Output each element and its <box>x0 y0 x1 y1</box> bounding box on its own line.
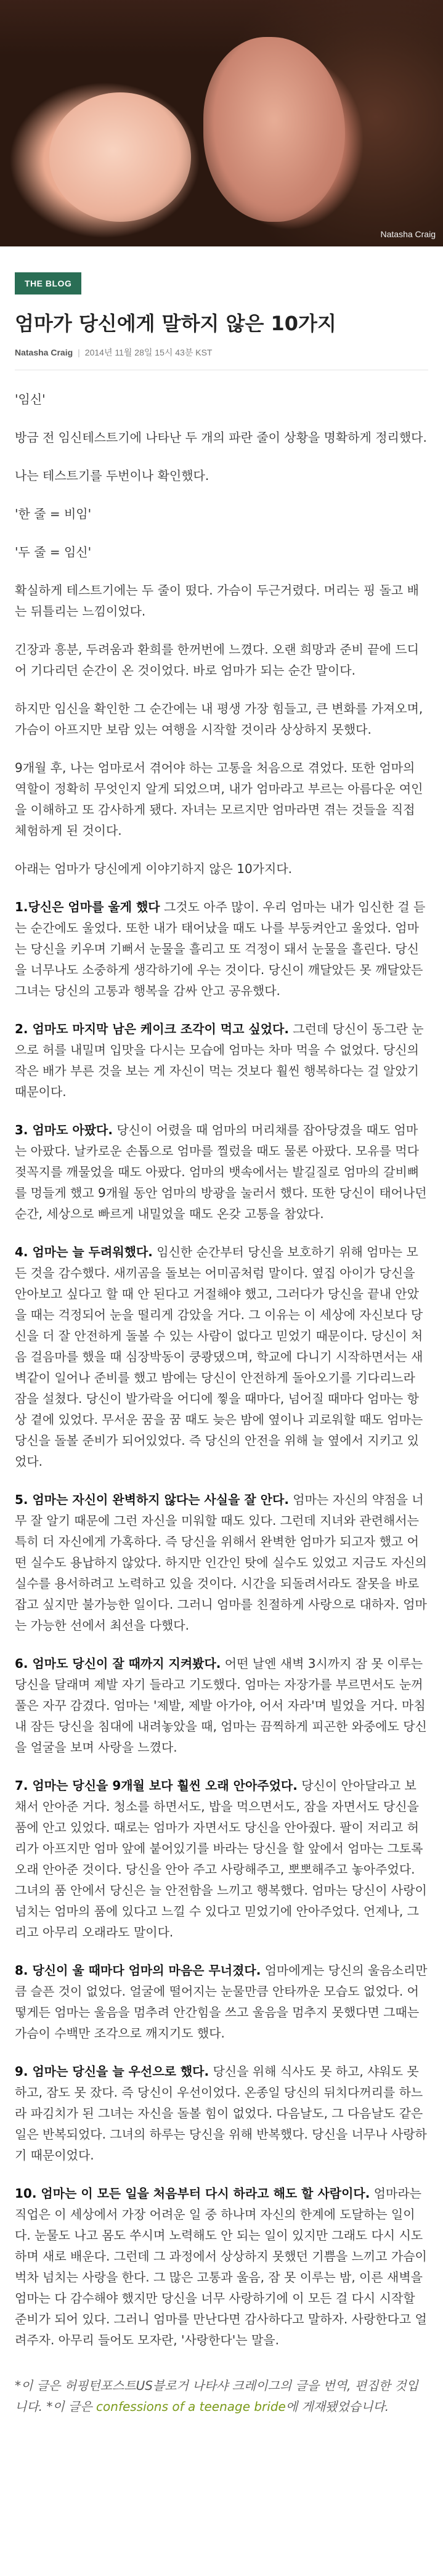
article-paragraph <box>15 389 428 410</box>
article-paragraph <box>15 1775 428 1943</box>
hero-image <box>0 0 443 246</box>
paragraph-text: 방금 전 임신테스트기에 나타난 두 개의 파란 줄이 상황을 명확하게 정리했다. <box>15 430 427 445</box>
paragraph-text: 당신이 안아달라고 보채서 안아준 거다. 청소를 하면서도, 밥을 먹으면서도, 잠을 자면서도 당신을 품에 안고 있었다. 때로는 엄마가 자면서도 당신을 안아줬다. 팔이 저리고 허리가 아프지만 엄마 앞에 붙어있기를 바라는 당신을 할 앞에서 엄마는 그토록 오래 안아준 것이다. 당신을 안아 주고 사랑해주고, 뽀뽀해주고 놓아주었다. 그녀의 품 안에서 당신은 늘 안전함을 느끼고 행복했다. 엄마는 당신이 사랑이 넘치는 엄마의 품에 있다고 느낄 수 있다고 믿었기에 안아주었다. 언제나, 그리고 아무리 오래라도 말이다. <box>15 1778 427 1940</box>
section-tag[interactable]: THE BLOG <box>15 272 81 295</box>
paragraph-text: 당신을 위해 식사도 못 하고, 샤워도 못 하고, 잠도 못 잤다. 즉 당신이 우선이었다. 온종일 당신의 뒤치다꺼리를 하느라 파김치가 된 그녀는 자신을 돌볼 힘이 없었다. 다음날도, 그 다음날도 같은 일은 반복되었다. 그녀의 하루는 당신을 위해 반복했다. 당신을 너무나 사랑하기 때문이었다. <box>15 2064 427 2163</box>
article-paragraph <box>15 2183 428 2350</box>
paragraph-text: 그것도 아주 많이. 우리 엄마는 내가 임신한 걸 듣는 순간에도 울었다. 또한 내가 태어났을 때도 나를 부둥켜안고 울었다. 엄마는 당신을 키우며 기뻐서 눈물을 흘리고 또 걱정이 돼서 눈물을 흘린다. 당신을 너무나도 소중하게 생각하기에 우는 것이다. 당신이 깨달았든 못 깨달았든 그녀는 당신의 고통과 행복을 감싸 안고 공유했다. <box>15 900 426 998</box>
paragraph-lead: 5. 엄마는 자신이 완벽하지 않다는 사실을 잘 안다. <box>15 1492 289 1507</box>
article-paragraph <box>15 639 428 681</box>
paragraph-text: 긴장과 흥분, 두려움과 환희를 한꺼번에 느꼈다. 오랜 희망과 준비 끝에 드디어 기다리던 순간이 온 것이었다. 바로 엄마가 되는 순간 말이다. <box>15 642 419 678</box>
article <box>0 246 443 2417</box>
paragraph-lead: 4. 엄마는 늘 두려워했다. <box>15 1245 153 1259</box>
article-paragraph <box>15 896 428 1001</box>
article-paragraph <box>15 1960 428 2044</box>
byline-separator: | <box>78 347 80 357</box>
footnote-prefix: *이 글은 허핑턴포스트US블로거 나타샤 크레이그의 글을 번역, 편집한 것입니다. *이 글은 <box>15 2378 418 2414</box>
footnote-suffix: 에 게재됐었습니다. <box>285 2399 389 2414</box>
paragraph-text: 엄마는 자신의 약점을 너무 잘 알기 때문에 그런 자신을 미워할 때도 있다. 그런데 지녀와 관련해서는 특히 더 자신에게 가혹하다. 즉 당신을 위해서 완벽한 엄마가 되고자 했고 어떤 실수도 용납하지 않았다. 하지만 인간인 탓에 실수도 있었고 지금도 자신의 실수를 용서하려고 노력하고 있을 것이다. 시간을 되돌려서라도 잘못을 바로잡고 싶지만 불가능한 일이다. 그러니 엄마를 친절하게 사랑으로 대하자. 엄마는 가능한 선에서 최선을 다했다. <box>15 1492 427 1633</box>
article-paragraph <box>15 757 428 841</box>
paragraph-lead: 7. 엄마는 당신을 9개월 보다 훨씬 오래 안아주었다. <box>15 1778 298 1793</box>
paragraph-text: '임신' <box>15 392 46 407</box>
publish-date: 2014년 11월 28일 15시 43분 KST <box>84 347 213 357</box>
article-paragraph <box>15 427 428 448</box>
article-paragraph <box>15 1018 428 1102</box>
paragraph-text: 9개월 후, 나는 엄마로서 겪어야 하는 고통을 처음으로 겪었다. 또한 엄마의 역할이 정확히 무엇인지 알게 되었으며, 내가 엄마라고 부르는 아름다운 여인을 이해하고 또 감사하게 됐다. 자녀는 모르지만 엄마라면 겪는 것들을 직접 체험하게 된 것이다. <box>15 760 423 838</box>
paragraph-text: 엄마에게는 당신의 울음소리만큼 슬픈 것이 없었다. 얼굴에 떨어지는 눈물만큼 안타까운 모습도 없었다. 어떻게든 엄마는 울음을 멈추려 안간힘을 쓰고 울음을 멈추지 못했다면 그때는 가슴이 수백만 조각으로 깨지기도 했다. <box>15 1963 428 2041</box>
paragraph-lead: 8. 당신이 울 때마다 엄마의 마음은 무너졌다. <box>15 1963 261 1978</box>
paragraph-text: 나는 테스트기를 두번이나 확인했다. <box>15 468 209 483</box>
paragraph-text: 그런데 당신이 동그란 눈으로 허를 내밀며 입맛을 다시는 모습에 엄마는 차마 먹을 수 없었다. 당신의 작은 배가 부른 것을 보는 게 자신이 먹는 것보다 훨씬 행복하다는 걸 알았기 때문이다. <box>15 1022 424 1099</box>
article-paragraph <box>15 465 428 486</box>
author-name[interactable]: Natasha Craig <box>15 347 73 357</box>
paragraph-text: 확실하게 테스트기에는 두 줄이 떴다. 가슴이 두근거렸다. 머리는 핑 돌고 배는 뒤틀리는 느낌이었다. <box>15 583 419 619</box>
footnote-link[interactable]: confessions of a teenage bride <box>96 2399 286 2414</box>
article-paragraph <box>15 1653 428 1758</box>
article-paragraph <box>15 1241 428 1472</box>
paragraph-text: '한 줄 = 비임' <box>15 506 92 521</box>
paragraph-lead: 2. 엄마도 마지막 남은 케이크 조각이 먹고 싶었다. <box>15 1022 289 1036</box>
paragraph-lead: 1.당신은 엄마를 울게 했다 <box>15 900 160 914</box>
paragraph-text: '두 줄 = 임신' <box>15 545 92 559</box>
paragraph-text: 어떤 날엔 새벽 3시까지 잠 못 이루는 당신을 달래며 제발 자기 들라고 기도했다. 엄마는 자장가를 부르면서도 눈꺼풀은 자꾸 감겼다. 엄마는 '제발, 제발 아가야, 어서 자라'며 빌었을 거다. 마침내 잠든 당신을 침대에 내려놓았을 때, 엄마는 끔찍하게 피곤한 와중에도 당신을 얼굴을 보며 사랑을 느꼈다. <box>15 1656 427 1755</box>
byline <box>15 346 428 359</box>
paragraph-text: 임신한 순간부터 당신을 보호하기 위해 엄마는 모든 것을 감수했다. 새끼곰을 돌보는 어미곰처럼 말이다. 옆집 아이가 당신을 안아보고 싶다고 할 때 안 된다고 거절해야 했고, 그러다가 당신을 끝내 안았을 때는 걱정되어 눈을 떨리게 감았을 거다. 그 이유는 이 세상에 자신보다 당신을 더 잘 안전하게 돌볼 수 있는 사람이 없다고 믿었기 때문이다. 당신이 처음 걸음마를 했을 때 심장박동이 쿵쾅댔으며, 학교에 다니기 시작하면서는 새벽같이 일어나 준비를 했고 밤에는 당신이 안전하게 돌아오기를 기다리느라 잠을 설쳤다. 당신이 발가락을 어디에 찧을 때마다, 넘어질 때마다 엄마는 항상 곁에 있었다. 무서운 꿈을 꿈 때도 늦은 밤에 옆이나 괴로워할 때도 엄마는 당신을 돌볼 준비가 되어있었다. 즉 당신의 안전을 위해 늘 옆에서 지키고 있었다. <box>15 1245 423 1469</box>
hero-baby-shape <box>49 92 191 222</box>
article-paragraph <box>15 698 428 740</box>
paragraph-text: 엄마라는 직업은 이 세상에서 가장 어려운 일 중 하나며 자신의 한계에 도달하는 일이다. 눈물도 나고 몸도 쑤시며 노력해도 안 되는 일이 있지만 그래도 다시 시도하며 새로 배운다. 그런데 그 과정에서 상상하지 못했던 기쁨을 느끼고 가슴이 벅차 넘치는 사랑을 한다. 그 많은 고통과 울음, 잠 못 이루는 밤, 이른 새벽을 엄마는 다 감수해야 했지만 당신을 너무 사랑하기에 이 모든 걸 다시 시작할 준비가 되어 있다. 그러니 엄마를 만난다면 감사하다고 말하자. 사랑한다고 얼려주자. 아무리 들어도 모자란, '사랑한다'는 말을. <box>15 2186 427 2347</box>
paragraph-lead: 10. 엄마는 이 모든 일을 처음부터 다시 하라고 해도 할 사람이다. <box>15 2186 370 2201</box>
article-paragraph <box>15 503 428 524</box>
hero-shade-top <box>0 0 443 55</box>
paragraph-lead: 6. 엄마도 당신이 잘 때까지 지켜봤다. <box>15 1656 221 1671</box>
article-body <box>15 389 428 2350</box>
footnote <box>15 2375 428 2417</box>
article-paragraph <box>15 580 428 622</box>
article-paragraph <box>15 858 428 879</box>
article-paragraph <box>15 1489 428 1636</box>
hero-photo-credit: Natasha Craig <box>380 229 436 239</box>
article-paragraph <box>15 542 428 563</box>
article-title: 엄마가 당신에게 말하지 않은 10가지 <box>15 312 336 335</box>
article-paragraph <box>15 1119 428 1224</box>
paragraph-lead: 9. 엄마는 당신을 늘 우선으로 했다. <box>15 2064 209 2079</box>
paragraph-text: 아래는 엄마가 당신에게 이야기하지 않은 10가지다. <box>15 861 292 876</box>
paragraph-text: 하지만 임신을 확인한 그 순간에는 내 평생 가장 힘들고, 큰 변화를 가져오며, 가슴이 아프지만 보람 있는 여행을 시작할 것이라 상상하지 못했다. <box>15 701 423 737</box>
paragraph-text: 당신이 어렸을 때 엄마의 머리채를 잡아당겼을 때도 엄마는 아팠다. 날카로운 손톱으로 엄마를 찔렀을 때도 물론 아팠다. 모유를 먹다 젖꼭지를 깨물었을 때도 아팠다. 엄마의 뱃속에서는 발길질로 엄마의 갈비뼈를 멍들게 했고 9개월 동안 엄마의 방광을 눌러서 했다. 또한 당신이 태어나던 순간, 세상으로 빠르게 내밀었을 때도 온갖 고통을 참았다. <box>15 1123 427 1221</box>
article-paragraph <box>15 2061 428 2166</box>
hero-mother-shape <box>203 37 345 222</box>
paragraph-lead: 3. 엄마도 아팠다. <box>15 1123 113 1137</box>
